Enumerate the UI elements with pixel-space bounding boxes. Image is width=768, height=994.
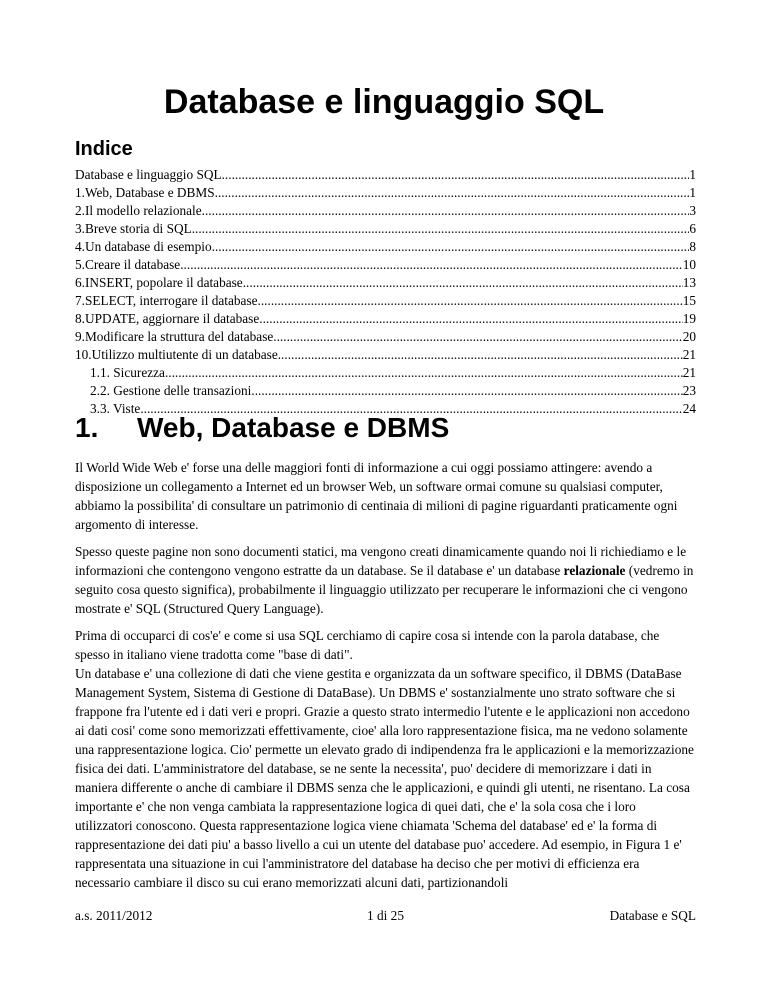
paragraph-text: Un database e' una collezione di dati che viene gestita e organizzata da un software specifico, il DBMS (DataBase Management System, Sistema di Gestione di DataBase). Un DBMS e' sostanzialmente uno strato software che si frappone fra l'utente ed i dati veri e propri. Grazie a questo strato intermedio l'utente e le applicazioni non accedono ai dati cosi' come sono memorizzati effettivamente, cioe' alla loro rappresentazione fisica, ma ne vedono solamente una rappresentazione logica. Cio' permette un elevato grado di indipendenza fra le applicazioni e la memorizzazione fisica dei dati. L'amministratore del database, se ne sente la necessita', puo' decidere di memorizzare i dati in maniera differente o anche di cambiare il DBMS senza che le applicazioni, e quindi gli utenti, ne risentano. La cosa importante e' che non venga cambiata la rappresentazione logica di quei dati, che e' la sola cosa che i loro utilizzatori conoscono. Questa rappresentazione logica viene chiamata 'Schema del database' ed e' la forma di rappresentazione dei dati piu' a basso livello a cui un utente del database puo' accedere. Ad esempio, in Figura 1 e' rappresentata una situazione in cui l'amministratore del database ha deciso che per motivi di efficienza era necessario cambiare il disco su cui erano memorizzati alcuni dati, partizionandoli xyxy=(75,666,694,890)
toc-entry-label: 3.Breve storia di SQL xyxy=(75,221,192,236)
page-title: Database e linguaggio SQL xyxy=(163,83,605,121)
body-text xyxy=(75,458,696,900)
toc-entry-page: 3 xyxy=(689,203,696,218)
toc-leader-dots xyxy=(243,274,683,292)
toc-entry-page: 10 xyxy=(682,257,696,272)
toc-leader-dots xyxy=(222,166,690,184)
toc-leader-dots xyxy=(258,292,683,310)
toc-leader-dots xyxy=(165,364,683,382)
toc-entry-page: 15 xyxy=(682,293,696,308)
toc-entry-page: 8 xyxy=(689,239,696,254)
toc-entry-page: 1 xyxy=(689,167,696,182)
toc-entry-label: 6.INSERT, popolare il database xyxy=(75,275,243,290)
toc-subentry[interactable] xyxy=(75,382,696,400)
toc-leader-dots xyxy=(192,220,690,238)
toc-entry-page: 23 xyxy=(682,383,696,398)
table-of-contents xyxy=(75,166,696,418)
footer-doc-title: Database e SQL xyxy=(609,908,696,923)
paragraph xyxy=(75,626,696,892)
footer-school-year: a.s. 2011/2012 xyxy=(75,908,153,923)
toc-leader-dots xyxy=(215,184,690,202)
paragraph: Il World Wide Web e' forse una delle maggiori fonti di informazione a cui oggi possiamo attingere: avendo a disposizione un collegamento a Internet ed un browser Web, un software ormai comune su qualsiasi computer, abbiamo la possibilita' di consultare un patrimonio di centinaia di milioni di pagine riguardanti praticamente ogni argomento di interesse. xyxy=(75,460,678,532)
toc-leader-dots xyxy=(212,238,690,256)
toc-entry-page: 19 xyxy=(682,311,696,326)
toc-entry[interactable] xyxy=(75,292,696,310)
toc-entry-label: 5.Creare il database xyxy=(75,257,181,272)
toc-leader-dots xyxy=(273,328,682,346)
toc-entry[interactable] xyxy=(75,310,696,328)
toc-entry-page: 21 xyxy=(682,365,696,380)
toc-entry-label: 4.Un database di esempio xyxy=(75,239,212,254)
bold-term: relazionale xyxy=(563,563,626,578)
toc-entry-page: 13 xyxy=(682,275,696,290)
section-title: Web, Database e DBMS xyxy=(137,412,450,443)
toc-entry-page: 6 xyxy=(689,221,696,236)
toc-entry-label: 10.Utilizzo multiutente di un database xyxy=(75,347,278,362)
toc-entry[interactable] xyxy=(75,256,696,274)
toc-leader-dots xyxy=(278,346,683,364)
toc-entry-page: 21 xyxy=(682,347,696,362)
toc-entry[interactable] xyxy=(75,328,696,346)
toc-entry-label: Database e linguaggio SQL xyxy=(75,167,222,182)
paragraph-text: (vedremo in seguito cosa questo significa), probabilmente il linguaggio utilizzato per recuperare le informazioni che ci vengono mostrate e' SQL (Structured Query Language). xyxy=(75,563,694,616)
toc-entry-label: 1.Web, Database e DBMS xyxy=(75,185,215,200)
toc-entry[interactable] xyxy=(75,346,696,364)
toc-heading: Indice xyxy=(75,138,133,160)
section-heading xyxy=(75,410,449,446)
paragraph xyxy=(75,542,696,618)
toc-entry-page: 1 xyxy=(689,185,696,200)
paragraph-text: Spesso queste pagine non sono documenti statici, ma vengono creati dinamicamente quando noi li richiediamo e le informazioni che contengono vengono estratte da un database. Se il database e' un database xyxy=(75,544,687,578)
toc-entry-label: 3.3. Viste xyxy=(90,401,141,416)
toc-leader-dots xyxy=(251,382,682,400)
toc-leader-dots xyxy=(202,202,690,220)
toc-entry[interactable] xyxy=(75,220,696,238)
section-number: 1. xyxy=(75,412,99,443)
toc-entry-label: 7.SELECT, interrogare il database xyxy=(75,293,258,308)
toc-leader-dots xyxy=(259,310,682,328)
toc-entry-page: 20 xyxy=(682,329,696,344)
toc-subentry[interactable] xyxy=(75,364,696,382)
toc-entry[interactable] xyxy=(75,184,696,202)
toc-entry[interactable] xyxy=(75,202,696,220)
toc-entry-label: 9.Modificare la struttura del database xyxy=(75,329,274,344)
toc-entry[interactable] xyxy=(75,166,696,184)
toc-entry-label: 2.Il modello relazionale xyxy=(75,203,202,218)
toc-entry-label: 2.2. Gestione delle transazioni xyxy=(90,383,252,398)
toc-leader-dots xyxy=(180,256,682,274)
toc-entry[interactable] xyxy=(75,238,696,256)
page-footer xyxy=(75,906,696,926)
footer-page-number: 1 di 25 xyxy=(367,908,404,923)
toc-entry[interactable] xyxy=(75,274,696,292)
toc-entry-label: 8.UPDATE, aggiornare il database xyxy=(75,311,260,326)
paragraph-text: Prima di occuparci di cos'e' e come si usa SQL cerchiamo di capire cosa si intende con la parola database, che spesso in italiano viene tradotta come "base di dati". xyxy=(75,628,660,662)
toc-entry-label: 1.1. Sicurezza xyxy=(90,365,165,380)
toc-entry-page: 24 xyxy=(682,401,696,416)
